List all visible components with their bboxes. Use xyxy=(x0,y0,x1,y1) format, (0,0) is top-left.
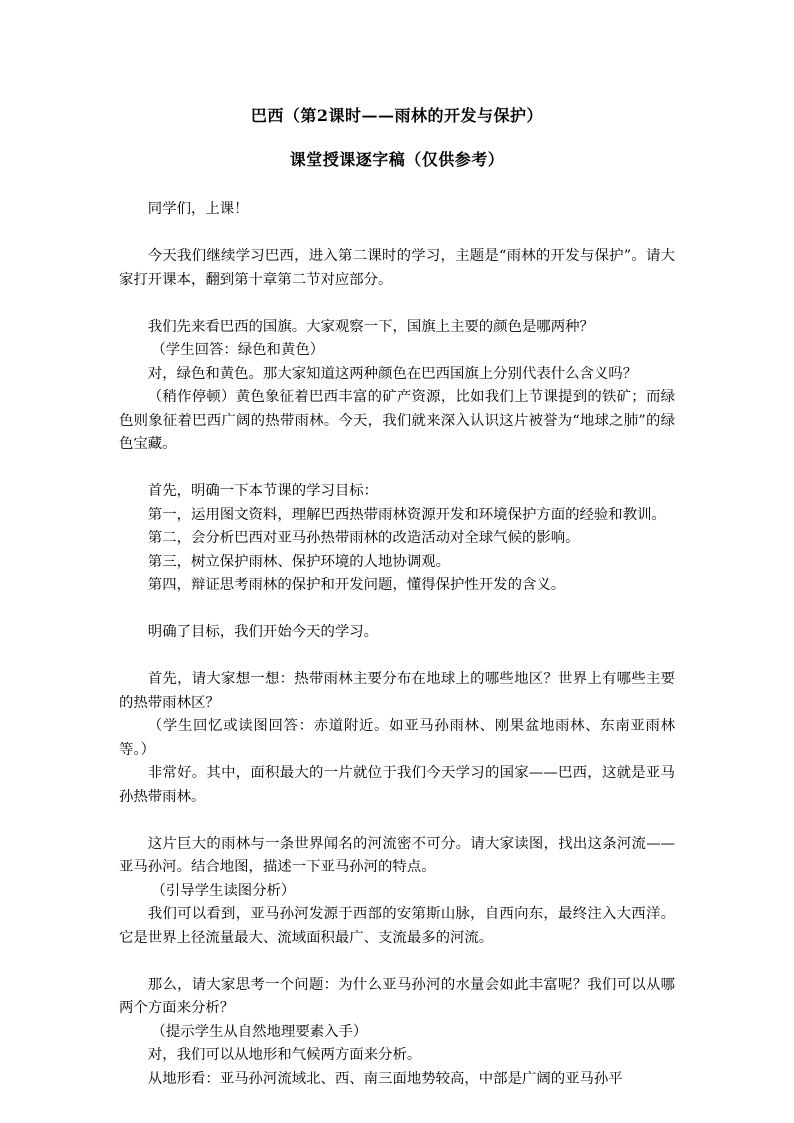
paragraph: 对，我们可以从地形和气候两方面来分析。 xyxy=(147,1047,422,1063)
paragraph: （稍作停顿）黄色象征着巴西丰富的矿产资源，比如我们上节课提到的铁矿；而绿色则象征着巴西广阔的热带雨林。今天，我们就来深入认识这片被誉为“地球之肺”的绿色宝藏。 xyxy=(119,389,675,452)
paragraph-gap xyxy=(119,598,675,622)
student-note: （提示学生从自然地理要素入手） xyxy=(151,1023,368,1040)
paragraph-gap xyxy=(119,222,675,246)
paragraph: 对，绿色和黄色。那大家知道这两种颜色在巴西国旗上分别代表什么含义吗？ xyxy=(147,365,638,382)
paragraph: 那么，请大家思考一个问题：为什么亚马孙河的水量会如此丰富呢？我们可以从哪两个方面来分析？ xyxy=(119,976,675,1016)
paragraph: 明确了目标，我们开始今天的学习。 xyxy=(147,624,379,640)
paragraph-gap xyxy=(119,809,675,833)
paragraph: 第一，运用图文资料，理解巴西热带雨林资源开发和环境保护方面的经验和教训。 xyxy=(147,506,666,523)
paragraph: 这片巨大的雨林与一条世界闻名的河流密不可分。请大家读图，找出这条河流——亚马孙河。结合地图，描述一下亚马孙河的特点。 xyxy=(119,835,675,875)
paragraph: 同学们，上课！ xyxy=(147,201,249,217)
paragraph-gap xyxy=(119,292,675,316)
paragraph: 首先，明确一下本节课的学习目标： xyxy=(147,483,379,499)
paragraph: 第二，会分析巴西对亚马孙热带雨林的改造活动对全球气候的影响。 xyxy=(147,530,580,546)
paragraph: 首先，请大家想一想：热带雨林主要分布在地球上的哪些地区？世界上有哪些主要的热带雨林区？ xyxy=(119,671,675,711)
document-page xyxy=(119,104,675,1091)
paragraph: 我们可以看到，亚马孙河发源于西部的安第斯山脉，自西向东，最终注入大西洋。它是世界上径流量最大、流域面积最广、支流最多的河流。 xyxy=(119,906,675,946)
paragraph: 第三，树立保护雨林、保护环境的人地协调观。 xyxy=(147,553,451,570)
paragraph: （学生回忆或读图回答：赤道附近。如亚马孙雨林、刚果盆地雨林、东南亚雨林等。） xyxy=(119,718,675,758)
document-subtitle: 课堂授课逐字稿（仅供参考） xyxy=(289,150,505,169)
student-note: （引导学生读图分析） xyxy=(151,882,296,899)
paragraph: 我们先来看巴西的国旗。大家观察一下，国旗上主要的颜色是哪两种？ xyxy=(147,318,594,335)
paragraph-gap xyxy=(119,950,675,974)
student-note: （学生回答：绿色和黄色） xyxy=(151,342,325,358)
paragraph: 从地形看：亚马孙河流域北、西、南三面地势较高，中部是广阔的亚马孙平 xyxy=(147,1070,623,1087)
document-body xyxy=(119,198,675,1091)
document-title: 巴西（第2课时——雨林的开发与保护） xyxy=(250,106,544,125)
paragraph-gap xyxy=(119,645,675,669)
paragraph: 今天我们继续学习巴西，进入第二课时的学习，主题是“雨林的开发与保护”。请大家打开课本，翻到第十章第二节对应部分。 xyxy=(119,248,675,288)
paragraph-gap xyxy=(119,457,675,481)
paragraph: 非常好。其中，面积最大的一片就位于我们今天学习的国家——巴西，这就是亚马孙热带雨林。 xyxy=(119,765,675,805)
paragraph: 第四，辩证思考雨林的保护和开发问题，懂得保护性开发的含义。 xyxy=(147,577,566,593)
